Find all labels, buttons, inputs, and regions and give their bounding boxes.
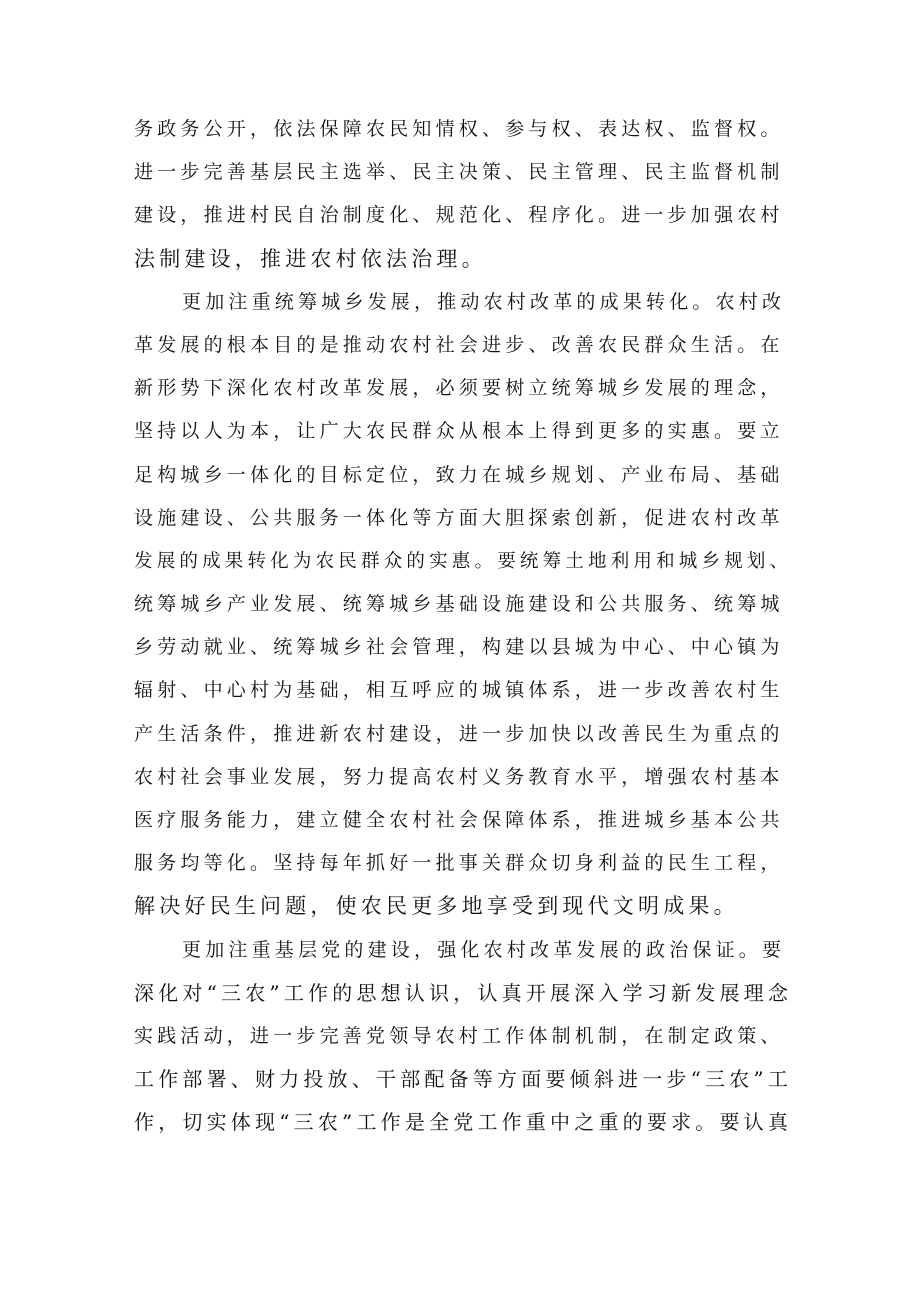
text-line: 统筹城乡产业发展、统筹城乡基础设施建设和公共服务、统筹城 [134,593,784,616]
text-line: 乡劳动就业、统筹城乡社会管理，构建以县城为中心、中心镇为 [134,636,784,659]
text-line: 辐射、中心村为基础，相互呼应的城镇体系，进一步改善农村生 [134,679,784,702]
paragraph-first-line: 更加注重基层党的建设，强化农村改革发展的政治保证。要 [182,938,786,961]
paragraph-first-line: 更加注重统筹城乡发展，推动农村改革的成果转化。农村改 [182,290,786,313]
text-line: 进一步完善基层民主选举、民主决策、民主管理、民主监督机制 [134,161,784,184]
text-line: 作，切实体现“三农”工作是全党工作重中之重的要求。要认真 [134,1110,793,1135]
text-line: 新形势下深化农村改革发展，必须要树立统筹城乡发展的理念， [134,377,784,400]
text-line: 实践活动，进一步完善党领导农村工作体制机制，在制定政策、 [134,1024,784,1047]
text-line: 革发展的根本目的是推动农村社会进步、改善农民群众生活。在 [134,333,784,356]
body-text [134,108,794,1145]
text-line: 法制建设，推进农村依法治理。 [134,246,487,271]
text-line: 设施建设、公共服务一体化等方面大胆探索创新，促进农村改革 [134,506,784,529]
text-line: 服务均等化。坚持每年抓好一批事关群众切身利益的民生工程， [134,852,784,875]
text-line: 产生活条件，推进新农村建设，进一步加快以改善民生为重点的 [134,722,784,745]
text-line: 建设，推进村民自治制度化、规范化、程序化。进一步加强农村 [134,204,784,227]
text-line: 解决好民生问题，使农民更多地享受到现代文明成果。 [134,894,739,919]
text-line: 务政务公开，依法保障农民知情权、参与权、表达权、监督权。 [134,118,784,140]
text-line: 医疗服务能力，建立健全农村社会保障体系，推进城乡基本公共 [134,809,784,831]
text-line: 工作部署、财力投放、干部配备等方面要倾斜进一步“三农”工 [134,1067,793,1092]
text-line: 农村社会事业发展，努力提高农村义务教育水平，增强农村基本 [134,765,784,788]
text-line: 深化对“三农”工作的思想认识，认真开展深入学习新发展理念 [134,980,793,1005]
text-line: 坚持以人为本，让广大农民群众从根本上得到更多的实惠。要立 [134,420,784,443]
text-line: 发展的成果转化为农民群众的实惠。要统筹土地利用和城乡规划、 [134,550,793,572]
text-line: 足构城乡一体化的目标定位，致力在城乡规划、产业布局、基础 [134,463,784,486]
